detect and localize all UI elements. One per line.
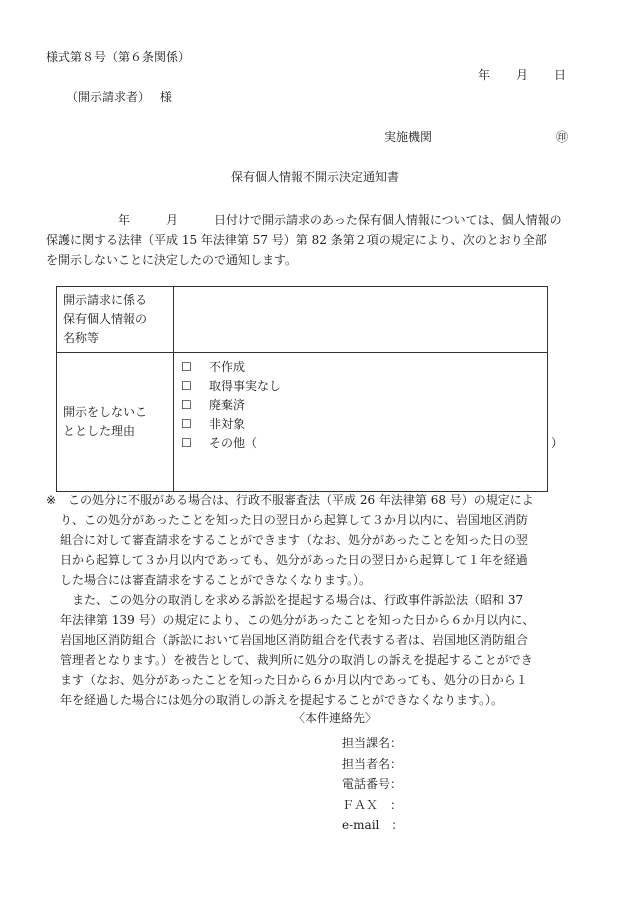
notice-line: また、この処分の取消しを求める訴訟を提起する場合は、行政事件訴訟法（昭和 37: [72, 593, 524, 607]
date-month-label: 月: [516, 68, 529, 82]
contact-key: e-mail ：: [342, 818, 404, 832]
label-line: 開示をしないこ: [63, 405, 148, 419]
contact-key: 担当課名：: [342, 736, 403, 750]
notice-text: この処分に不服がある場合は、行政不服審査法（平成 26 年法律第 68 号）の規定によ: [68, 493, 534, 507]
note-mark: ※: [46, 493, 57, 507]
label-line: ととした理由: [63, 424, 136, 438]
reason-text: 廃棄済: [209, 398, 246, 412]
info-name-value[interactable]: [174, 287, 548, 353]
checkbox-icon[interactable]: ☐: [181, 398, 192, 412]
checkbox-icon[interactable]: ☐: [181, 436, 192, 450]
notice-line: 管理者となります。）を被告として、裁判所に処分の取消しの訴えを提起することができ: [60, 653, 533, 667]
notice-line: ます（なお、処分があったことを知った日から６か月以内であっても、処分の日から１: [60, 673, 528, 687]
reason-text: 不作成: [209, 360, 246, 374]
contact-key: 電話番号：: [342, 777, 403, 791]
label-line: 保有個人情報の: [63, 312, 148, 326]
contact-row-email: [342, 815, 402, 836]
contact-row-fax: [342, 795, 402, 816]
reason-option-not-applicable[interactable]: [181, 415, 546, 434]
seal-mark: ㊞: [556, 130, 569, 144]
intro-line-1: 年 月 日付けで開示請求のあった保有個人情報については、個人情報の: [118, 213, 562, 227]
lawsuit-paragraph: [46, 590, 594, 710]
notice-line: 年を経過した場合には処分の取消しの訴えを提起することができなくなります。）。: [60, 693, 504, 707]
reason-text: 非対象: [209, 417, 246, 431]
contact-row-section: [342, 733, 402, 754]
contact-row-person: [342, 754, 402, 775]
contact-key: 担当者名：: [342, 756, 403, 771]
document-title: 保有個人情報不開示決定通知書: [230, 170, 399, 184]
notice-line: 岩国地区消防組合（訴訟において岩国地区消防組合を代表する者は、岩国地区消防組合: [60, 633, 529, 647]
issue-date: [478, 69, 566, 81]
addressee: （開示請求者） 様: [66, 90, 172, 104]
reason-option-not-acquired[interactable]: [181, 377, 546, 396]
reason-label: [57, 353, 174, 492]
intro-line-3: を開示しないことに決定したので通知します。: [46, 253, 298, 267]
notice-line: り、この処分があったことを知った日の翌日から起算して３か月以内に、岩国地区消防: [60, 513, 528, 527]
reason-option-disposed[interactable]: [181, 396, 546, 415]
reason-row: [57, 353, 548, 492]
other-close-paren: ）: [551, 436, 564, 450]
intro-line-2: 保護に関する法律（平成 15 年法律第 57 号）第 82 条第２項の規定により、次のとおり全部: [46, 233, 547, 247]
notice-line: 日から起算して３か月以内であっても、処分があった日の翌日から起算して１年を経過: [60, 553, 528, 567]
checkbox-icon[interactable]: ☐: [181, 360, 192, 374]
intro-paragraph: [46, 210, 586, 270]
label-line: 名称等: [63, 331, 100, 345]
notice-line: 年法律第 139 号）の規定により、この処分があったことを知った日から６か月以内に、: [60, 613, 535, 627]
reason-options: [174, 353, 564, 492]
reason-option-other[interactable]: [181, 434, 564, 453]
decision-table: [56, 286, 564, 492]
reason-text: 取得事実なし: [209, 379, 282, 393]
date-day-label: 日: [554, 68, 567, 82]
notice-line: [46, 490, 594, 510]
checkbox-icon[interactable]: ☐: [181, 417, 192, 431]
notice-line: 組合に対して審査請求をすることができます（なお、処分があったことを知った日の翌: [60, 533, 528, 547]
contact-row-phone: [342, 774, 402, 795]
contact-info: [342, 733, 402, 836]
contact-key: ＦＡＸ ：: [342, 797, 403, 812]
contact-heading: 〈本件連絡先〉: [292, 711, 377, 725]
form-number: 様式第８号（第６条関係）: [46, 50, 191, 64]
appeal-notice: [46, 490, 594, 710]
label-line: 開示請求に係る: [63, 293, 148, 307]
date-year-label: 年: [478, 68, 491, 82]
info-name-row: [57, 287, 548, 353]
reason-option-not-created[interactable]: [181, 358, 546, 377]
checkbox-icon[interactable]: ☐: [181, 379, 192, 393]
notice-line: した場合には審査請求をすることができなくなります。）。: [60, 573, 372, 587]
implementing-agency: 実施機関: [384, 130, 433, 144]
reason-text: その他（: [209, 436, 258, 450]
info-name-label: [57, 287, 174, 353]
